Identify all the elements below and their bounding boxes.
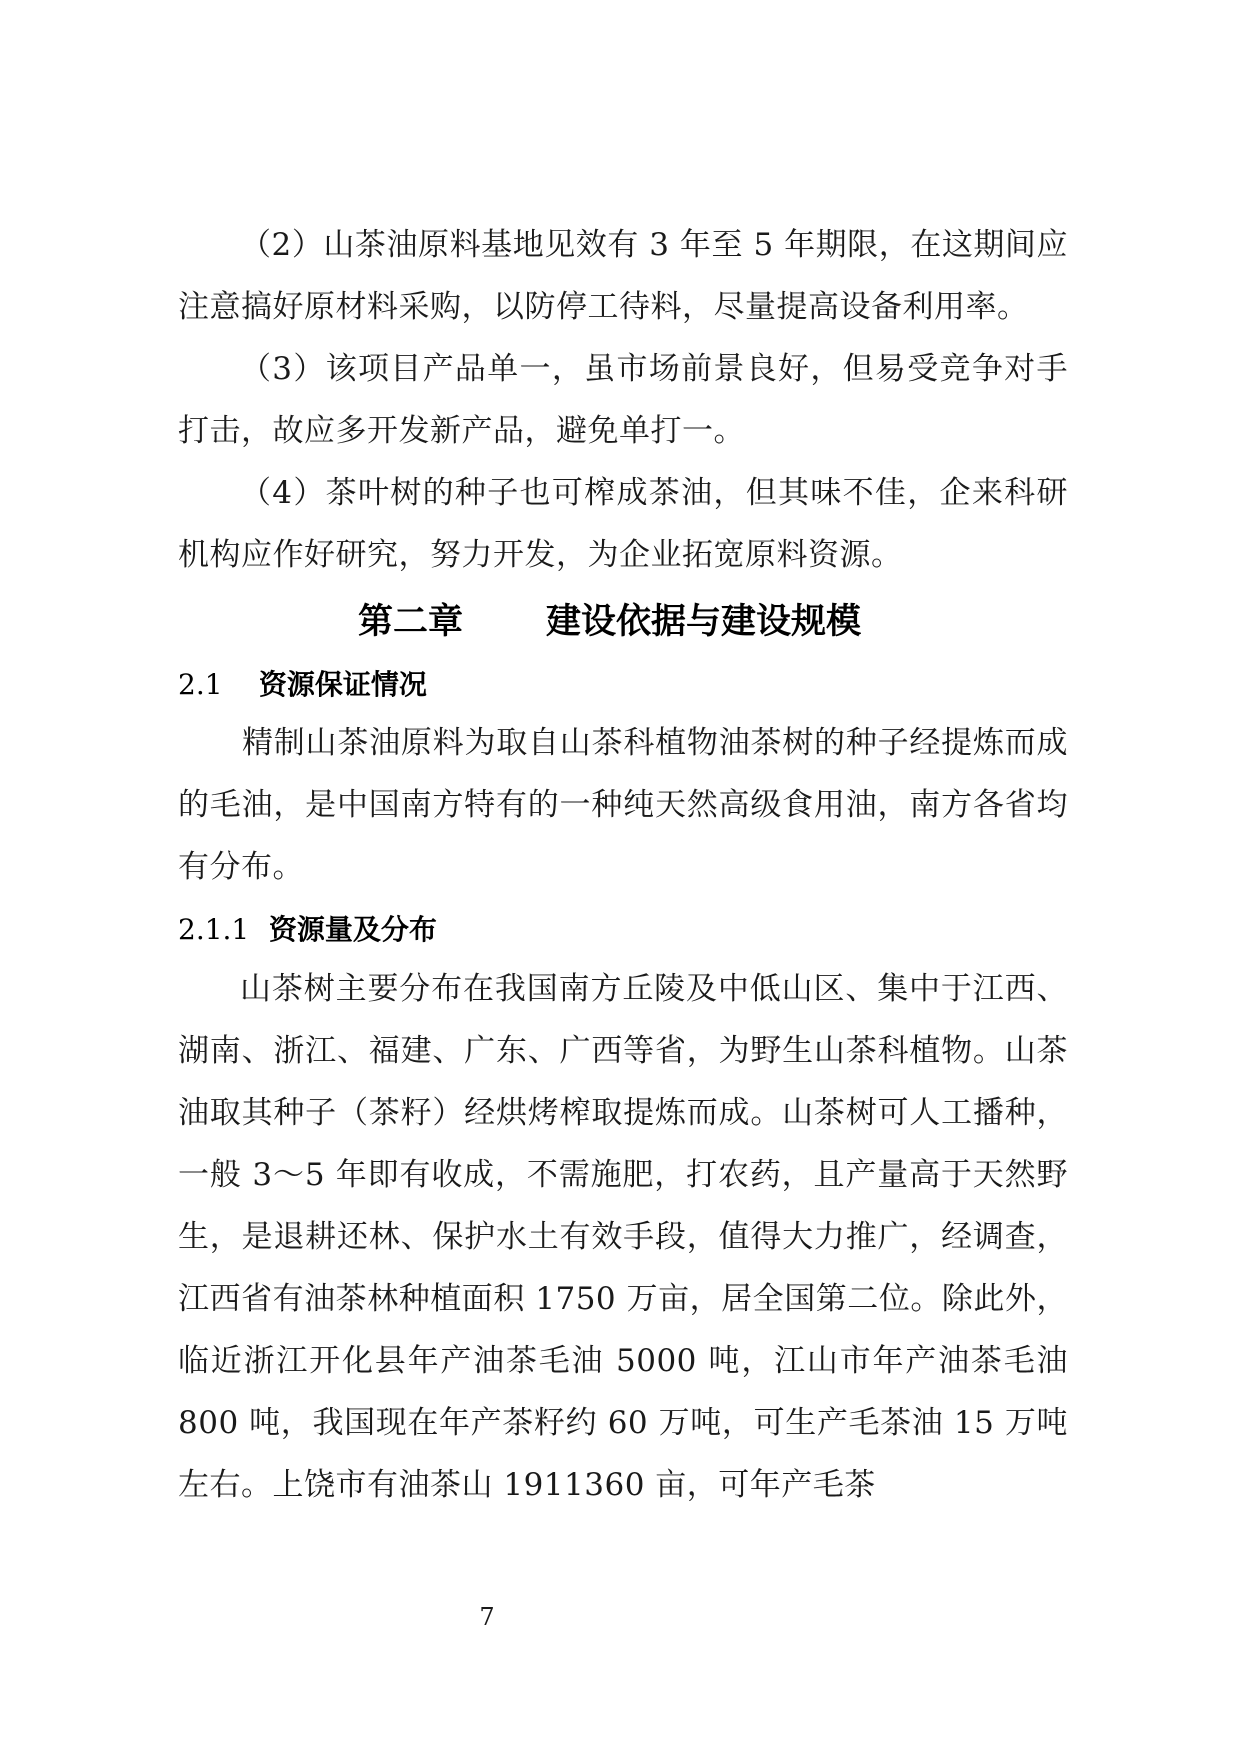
page-number: 7	[479, 1603, 495, 1631]
top-paragraphs	[178, 214, 1068, 586]
section-number: 2.1	[178, 668, 223, 701]
chapter-heading	[178, 592, 1068, 652]
chapter-title: 建设依据与建设规模	[546, 602, 862, 642]
section-title: 资源保证情况	[258, 668, 427, 701]
subsection-paragraph: 山茶树主要分布在我国南方丘陵及中低山区、集中于江西、湖南、浙江、福建、广东、广西等省，为野生山茶科植物。山茶油取其种子（茶籽）经烘烤榨取提炼而成。山茶树可人工播种，一般 3～5 年即有收成，不需施肥，打农药，且产量高于天然野生，是退耕还林、保护水土有效手段，值得大力推广，经调查，江西省有油茶林种植面积 1750 万亩，居全国第二位。除此外，临近浙江开化县年产油茶毛油 5000 吨，江山市年产油茶毛油 800 吨，我国现在年产茶籽约 60 万吨，可生产毛茶油 15 万吨左右。上饶市有油茶山 1911360 亩，可年产毛茶	[178, 971, 1068, 1503]
section-2-1-body	[178, 712, 1068, 898]
paragraph-item-3: （3）该项目产品单一，虽市场前景良好，但易受竞争对手打击，故应多开发新产品，避免单打一。	[178, 351, 1068, 449]
subsection-number: 2.1.1	[178, 913, 250, 946]
section-heading-2-1-1	[178, 905, 437, 955]
section-heading-2-1	[178, 660, 427, 710]
subsection-title: 资源量及分布	[268, 913, 437, 946]
section-2-1-1-body	[178, 958, 1068, 1516]
paragraph-item-4: （4）茶叶树的种子也可榨成茶油，但其味不佳，企来科研机构应作好研究，努力开发，为企业拓宽原料资源。	[178, 475, 1068, 573]
section-paragraph: 精制山茶油原料为取自山茶科植物油茶树的种子经提炼而成的毛油，是中国南方特有的一种纯天然高级食用油，南方各省均有分布。	[178, 725, 1068, 885]
chapter-number: 第二章	[358, 602, 464, 642]
paragraph-item-2: （2）山茶油原料基地见效有 3 年至 5 年期限，在这期间应注意搞好原材料采购，以防停工待料，尽量提高设备利用率。	[178, 227, 1068, 325]
